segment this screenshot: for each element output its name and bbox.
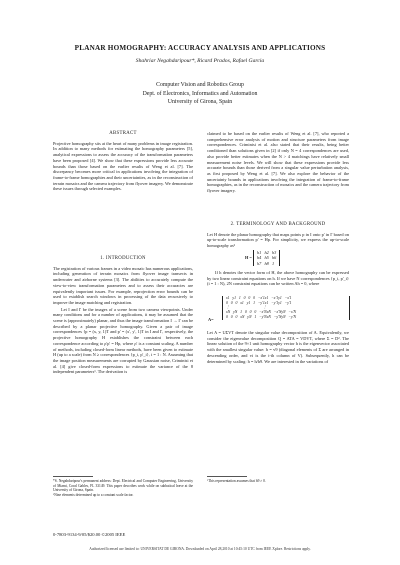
body-paragraph: If h denotes the vector form of H, the above homography can be expressed by two linear constraint equations on h. If we have N correspondences {p_i, p'_i} (i = 1 : N), 2N constraint equations can be written Ah = 0, where <box>207 270 349 287</box>
section-heading-terminology: 2. TERMINOLOGY AND BACKGROUND <box>230 222 326 227</box>
affiliation-line: Dept. of Electronics, Informatics and Automation <box>142 90 258 97</box>
footnote <box>53 479 193 497</box>
matrix-body <box>222 296 350 320</box>
body-paragraph: claimed to be based on the earlier results of Weng et al. [7], who reported a comprehensive error analysis of motion and structure parameters from image correspondences. Criminisi et al. also stated that their results, being better conditioned than solutions given in [2] if only N = 4 correspondences are used, also provide better estimates when the N > 4 matchings have relatively small measurement noise levels. We will show that these expressions provide less accurate bounds than those derived from a singular value perturbation analysis, as first proposed by Weng et al. [7]. We also explore the behavior of the uncertainty bounds in applications involving the integration of frame-to-frame homographies, as in the reconstruction of mosaics and the camera trajectory from flyover imagery. <box>207 131 349 194</box>
authorized-use-notice: Authorized licensed use limited to: UNIVERSITAT DE GIRONA. Downloaded on April 28,2010 at 10:45:10 UTC from IEEE Xplore. Restrictions apply. <box>89 547 311 551</box>
matrix-label: H = <box>245 254 252 260</box>
author-list: Shahriar Negahdaripour*, Ricard Prados, Rafael Garcia <box>135 58 265 64</box>
matrix-row: x1 y1 1 0 0 0 −x'1x1 −x'1y1 −x'1 <box>226 296 292 300</box>
left-column-intro <box>53 256 193 376</box>
abstract-text: Projective homography sits at the heart of many problems in image registration. In addition to many methods for estimating the homography parameters [5], analytical expressions to assess the accuracy of the transformation parameters have been proposed [4]. We show that these expressions provide less accurate bounds than those based on the earlier results of Weng et al. [7]. The discrepancy becomes more critical in applications involving the integration of frame-to-frame homographies and their uncertainties, as in the reconstruction of terrain mosaics and the camera trajectory from flyover imagery. We demonstrate these issues through selected examples. <box>53 140 193 192</box>
affiliation-line: University of Girona, Spain <box>167 99 233 105</box>
matrix-row: 0 0 0 xN yN 1 −y'NxN −y'NyN −y'N <box>226 314 297 319</box>
footnote <box>207 479 349 484</box>
intro-paragraph: The registration of various frames in a video mosaic has numerous applications, including generation of terrain mosaics from flyover image transects in underwater and airborne systems [3]. The abilities to accurately compute the view-to-view transformation parameters and to assess their accuracies are equivalently important issues. For example, reprojection error bounds can be used to establish search windows in processing of the data recursively to improve the image matching and registration. <box>53 265 193 305</box>
matrix-row: h1 h2 h3 <box>256 250 277 255</box>
footnote-text: *S. Negahdaripour's permanent address: Dept. Electrical and Computer Engineering, University of Miami, Coral Gables, FL 33149. This paper describes work while on sabbatical leave at the University of Girona, Spain. <box>53 479 193 493</box>
footnote-rule <box>207 476 247 477</box>
matrix-row: h4 h5 h6 <box>256 255 277 261</box>
matrix-row: h7 h8 1 <box>256 260 275 266</box>
footnote-text: ²This representation assumes that h9 ≠ 0. <box>207 479 266 483</box>
affiliation-line: Computer Vision and Robotics Group <box>156 82 244 88</box>
body-paragraph: Let A = UΣVT denote the singular value decomposition of A. Equivalently, we consider the eigenvalue decomposition Q = ATA = VDVT, where Σ = D². The linear solution of the 9×1 unit homography vector h is the eigenvector associated with the smallest singular value: h = v9 (diagonal elements of Σ are arranged in descending order, and vi is the i-th column of V). Subsequently, h can be determined by scaling: h = h/h9. We are interested in the variations of <box>207 330 349 364</box>
right-column-constraints <box>207 270 349 288</box>
matrix-row: ⋮ ⋮ <box>226 305 267 310</box>
matrix-row: 0 0 0 x1 y1 1 −y'1x1 −y'1y1 −y'1 <box>226 300 292 305</box>
intro-paragraph: Let I and I' be the images of a scene from two camera viewpoints. Under many conditions and for a number of applications, it may be assumed that the scene is (approximately) planar, and thus the image transformation I → I' can be described by a planar projective homography. Given a pair of image correspondences {p = (x, y, 1)T and p' = (x', y', 1)T in I and I', respectively, the projective homography H establishes the constraint between each correspondence according to ρ'p' = Hp, where ρ' is a constant scaling. A number of methods, including closed-form linear methods, have been given to estimate H (up to a scale) from N ≥ correspondences {p_i, p'_i}, i = 1 : N. Assuming that the image position measurements are corrupted by Gaussian noise, Criminisi et al. [4] give closed-form expressions to estimate the variance of the 8 independent parameters¹. The derivation is <box>53 306 193 375</box>
right-column-section2 <box>207 222 349 250</box>
isbn-line: 0-7803-9134-9/05/$20.00 ©2005 IEEE <box>53 532 126 537</box>
abstract-heading: ABSTRACT <box>109 131 137 136</box>
right-column-intro <box>207 131 349 195</box>
right-column-svd <box>207 330 349 365</box>
homography-matrix <box>245 250 280 266</box>
matrix-row: xN yN 1 0 0 0 −x'NxN −x'NyN −x'N <box>226 310 297 315</box>
left-column <box>53 131 193 193</box>
footnote-text: ¹Nine elements determined up to a constant scale factor. <box>53 492 134 497</box>
footnote-rule <box>53 476 93 477</box>
affiliation-block <box>0 81 400 107</box>
section-heading-introduction: 1. INTRODUCTION <box>100 256 146 261</box>
matrix-label: A= <box>208 317 214 322</box>
matrix-body <box>253 250 280 266</box>
body-paragraph: Let H denote the planar homography that maps points p in I onto p' in I' based on up-to-scale transformation p' = Hp. For simplicity, we express the up-to-scale homography as² <box>207 231 349 249</box>
paper-title: PLANAR HOMOGRAPHY: ACCURACY ANALYSIS AND APPLICATIONS <box>74 44 326 52</box>
